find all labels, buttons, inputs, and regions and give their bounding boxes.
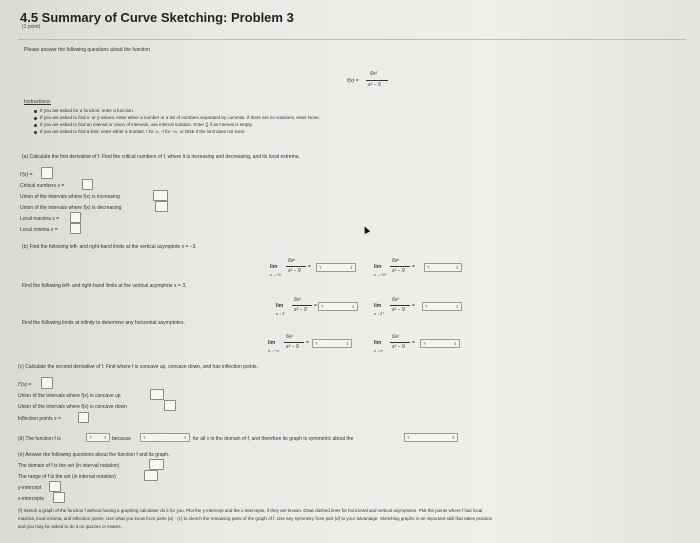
axis-select[interactable]	[404, 433, 458, 442]
chevron-down-icon: ⇕	[351, 304, 355, 309]
decreasing-label: Union of the intervals where f(x) is decreasing	[20, 205, 122, 211]
part-f-line: maxima, local minima, and inflection points. Use what you know from parts (a) - (c) to sketch the remaining parts of the graph of f. Use any symmetry from part (d) to your advantage. Sketching graphs is an important skill that takes practice,	[18, 516, 494, 521]
chevron-down-icon: ⇕	[455, 304, 459, 309]
chevron-down-icon: ⇕	[453, 341, 457, 346]
limit-expression	[374, 295, 418, 319]
lim-word: lim	[268, 340, 276, 346]
limit-denominator: x² − 9	[288, 268, 301, 274]
limit-denominator: x² − 9	[392, 268, 405, 274]
function-lhs: f(x) =	[347, 78, 359, 84]
part-b-prompt-3: Find the following limits at infinity to determine any horizontal asymptotes.	[22, 320, 185, 326]
part-f-line: (f) Sketch a graph of the function f without having a graphing calculator do it for you. Plot the y-intercept and the x-intercepts, if they are known. Draw dashed lines for horizontal and vertical asymptotes. Plot the points where f has local	[18, 508, 483, 513]
chevron-down-icon: ⇕	[183, 435, 187, 440]
limit-denominator: x² − 9	[392, 307, 405, 313]
limit-numerator: 6x²	[294, 297, 301, 303]
lim-word: lim	[374, 303, 382, 309]
part-c-prompt: (c) Calculate the second derivative of f. Find where f is concave up, concave down, and has inflection points.	[18, 364, 258, 370]
limit-numerator: 6x²	[288, 258, 295, 264]
instruction-item: If you are asked for a function, enter a function.	[40, 108, 135, 113]
symmetry-text: for all x in the domain of f, and therefore its graph is symmetric about the	[193, 436, 354, 442]
symmetry-type-select[interactable]	[86, 433, 110, 442]
fraction-bar	[390, 342, 410, 343]
limit-subscript: x→−3⁻	[270, 272, 283, 277]
domain-label: The domain of f is the set (in interval notation)	[18, 463, 120, 469]
divider	[18, 39, 686, 40]
limit-numerator: 6x²	[392, 334, 399, 340]
limit-subscript: x→∞	[374, 348, 383, 353]
minima-input[interactable]	[70, 223, 81, 234]
limit-expression	[374, 256, 418, 280]
limit-denominator: x² − 9	[294, 307, 307, 313]
select-value: ?	[143, 435, 146, 440]
fraction-bar	[284, 342, 304, 343]
limit-denominator: x² − 9	[286, 344, 299, 350]
equals-sign: =	[412, 340, 415, 346]
limit-expression	[276, 295, 320, 319]
fraction-bar	[390, 266, 410, 267]
chevron-down-icon: ⇕	[349, 265, 353, 270]
part-e-prompt: (e) Answer the following questions about the function f and its graph.	[18, 452, 170, 458]
limit-numerator: 6x²	[392, 258, 399, 264]
limit-expression	[374, 332, 418, 356]
inflection-label: Inflection points x =	[18, 416, 61, 422]
part-a-prompt: (a) Calculate the first derivative of f. Find the critical numbers of f, where it is increasing and decreasing, and its local extrema.	[22, 154, 300, 160]
maxima-label: Local maxima x =	[20, 216, 60, 222]
because-text: because	[112, 436, 131, 442]
fprime-label: f′(x) =	[20, 172, 33, 178]
limit-select[interactable]	[420, 339, 460, 348]
x-intercepts-input[interactable]	[53, 492, 65, 503]
instructions-heading: Instructions:	[24, 99, 51, 105]
equals-sign: =	[306, 340, 309, 346]
limit-value: ?	[423, 341, 426, 346]
fraction-bar	[286, 266, 306, 267]
function-numerator: 6x²	[370, 71, 377, 77]
limit-expression	[270, 256, 314, 280]
bullet	[34, 117, 37, 120]
intro-text: Please answer the following questions about the function	[24, 47, 150, 53]
fraction-bar	[390, 305, 410, 306]
chevron-down-icon: ⇕	[345, 341, 349, 346]
instruction-item: If you are asked to find a limit, enter either a number, I for ∞, -I for −∞, or DNE if the limit does not exist.	[40, 129, 246, 134]
critical-label: Critical numbers x =	[20, 183, 65, 189]
limit-select[interactable]	[318, 302, 358, 311]
chevron-down-icon: ⇕	[451, 435, 455, 440]
equals-sign: =	[308, 264, 311, 270]
lim-word: lim	[270, 264, 278, 270]
x-intercepts-label: x-intercepts	[18, 496, 44, 502]
critical-input[interactable]	[82, 179, 93, 190]
instruction-item: If you are asked to find x- or y-values, enter either a number or a list of numbers separated by commas. If there are no solutions, enter None.	[40, 115, 320, 120]
limit-subscript: x→−∞	[268, 348, 280, 353]
concave-down-label: Union of the intervals where f(x) is concave down	[18, 404, 127, 410]
limit-value: ?	[321, 304, 324, 309]
mouse-cursor-icon	[362, 225, 370, 234]
range-label: The range of f is the set (in interval notation)	[18, 474, 116, 480]
lim-word: lim	[374, 264, 382, 270]
concave-down-input[interactable]	[164, 400, 176, 411]
domain-input[interactable]	[149, 459, 164, 470]
limit-value: ?	[315, 341, 318, 346]
fdouble-label: f″(x) =	[18, 382, 32, 388]
limit-select[interactable]	[316, 263, 356, 272]
equals-sign: =	[412, 303, 415, 309]
range-input[interactable]	[144, 470, 158, 481]
select-value: ?	[407, 435, 410, 440]
fraction-bar	[366, 80, 388, 81]
increasing-label: Union of the intervals where f(x) is increasing	[20, 194, 120, 200]
because-select[interactable]	[140, 433, 190, 442]
inflection-input[interactable]	[78, 412, 89, 423]
limit-select[interactable]	[424, 263, 462, 272]
function-denominator: x² − 9	[368, 82, 381, 88]
limit-subscript: x→−3⁺	[374, 272, 387, 277]
part-b-prompt-2: Find the following left- and right-hand limits at the vertical asymptote x = 3.	[22, 283, 187, 289]
limit-value: ?	[319, 265, 322, 270]
limit-denominator: x² − 9	[392, 344, 405, 350]
fprime-input[interactable]	[41, 167, 53, 179]
concave-up-input[interactable]	[150, 389, 164, 400]
points-label: (1 point)	[22, 24, 41, 30]
limit-expression	[268, 332, 312, 356]
part-f-line: and you may be asked to do it on quizzes or exams.	[18, 524, 122, 529]
select-value: ?	[89, 435, 92, 440]
limit-value: ?	[427, 265, 430, 270]
bullet	[34, 110, 37, 113]
limit-select[interactable]	[312, 339, 352, 348]
fraction-bar	[292, 305, 312, 306]
limit-numerator: 6x²	[286, 334, 293, 340]
chevron-down-icon: ⇕	[103, 435, 107, 440]
lim-word: lim	[276, 303, 284, 309]
increasing-input[interactable]	[153, 190, 168, 201]
part-b-prompt: (b) Find the following left- and right-hand limits at the vertical asymptote x = −3.	[22, 244, 197, 250]
minima-label: Local minima x =	[20, 227, 58, 233]
y-intercept-label: y-intercept	[18, 485, 42, 491]
instruction-item: If you are asked to find an interval or union of intervals, use interval notation. Enter {} if an interval is empty.	[40, 122, 253, 127]
bullet	[34, 124, 37, 127]
limit-subscript: x→3⁺	[374, 311, 385, 316]
limit-value: ?	[425, 304, 428, 309]
limit-select[interactable]	[422, 302, 462, 311]
maxima-input[interactable]	[70, 212, 81, 223]
concave-up-label: Union of the intervals where f(x) is concave up	[18, 393, 121, 399]
page-title: 4.5 Summary of Curve Sketching: Problem 3	[20, 10, 294, 25]
y-intercept-input[interactable]	[49, 481, 61, 492]
equals-sign: =	[412, 264, 415, 270]
equals-sign: =	[314, 303, 317, 309]
limit-subscript: x→3⁻	[276, 311, 287, 316]
bullet	[34, 131, 37, 134]
limit-numerator: 6x²	[392, 297, 399, 303]
fdouble-input[interactable]	[41, 377, 53, 389]
decreasing-input[interactable]	[155, 201, 168, 212]
chevron-down-icon: ⇕	[455, 265, 459, 270]
part-d-prefix: (d) The function f is	[18, 436, 61, 442]
lim-word: lim	[374, 340, 382, 346]
